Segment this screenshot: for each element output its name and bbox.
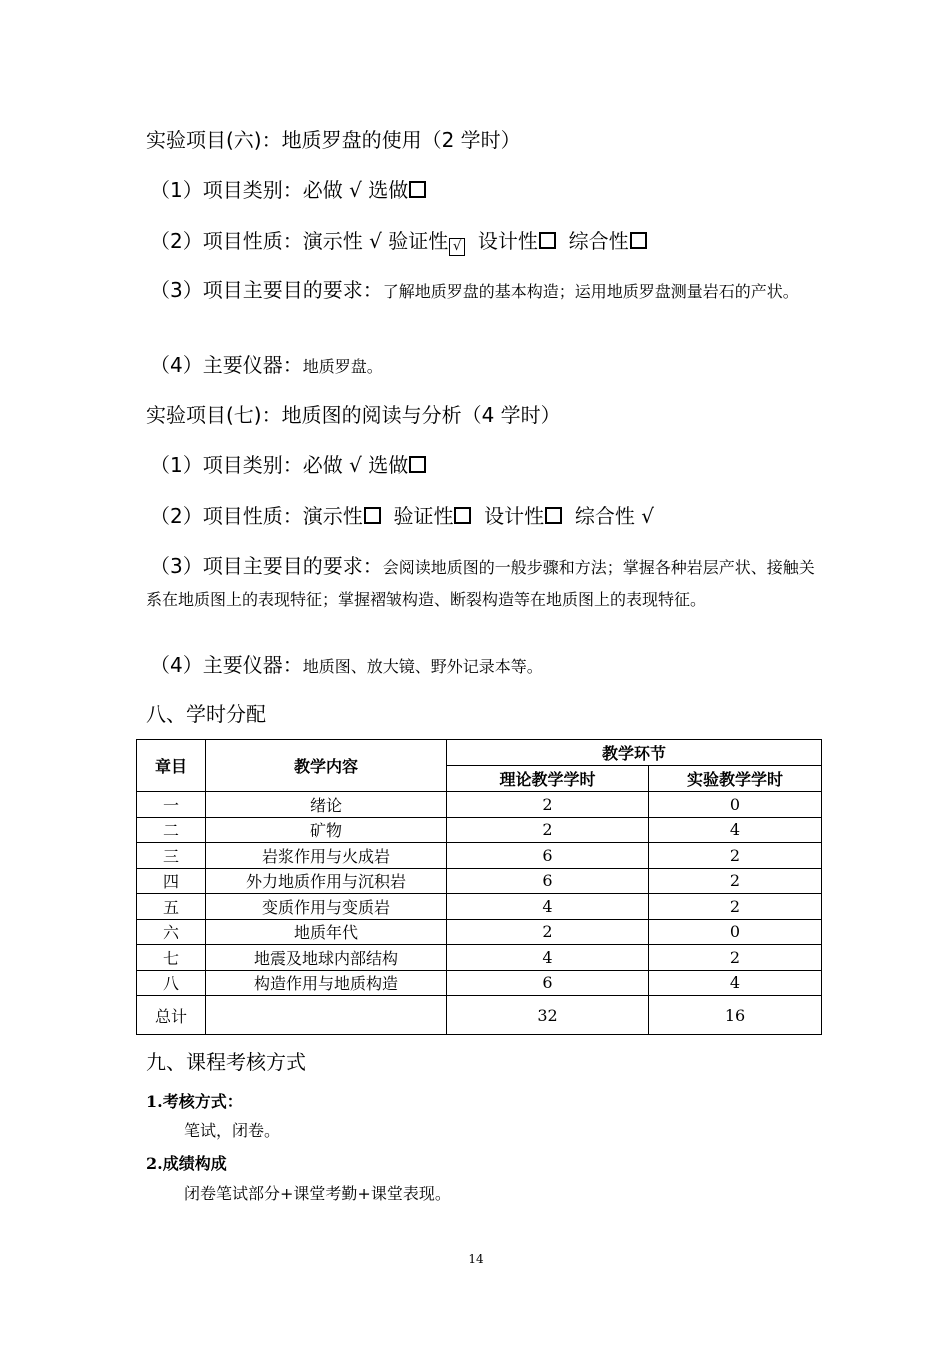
- exp6-category: [150, 177, 822, 203]
- exp6-nature-c: 综合性: [555, 229, 629, 253]
- exp6-purpose-text: 了解地质罗盘的基本构造；运用地质罗盘测量岩石的产状。: [382, 282, 799, 301]
- cell-lab: 2: [649, 945, 822, 971]
- section9-sub2: 2.成绩构成: [146, 1154, 227, 1173]
- cell-chapter: 三: [137, 843, 206, 869]
- cell-theory: 2: [447, 792, 649, 818]
- cell-content: 变质作用与变质岩: [206, 894, 447, 920]
- exp6-nature-a: 演示性 √ 验证性: [302, 229, 449, 253]
- exp7-nature-b: 验证性: [380, 504, 454, 528]
- exp6-nature-label: （2）项目性质：: [150, 229, 303, 253]
- exp6-purpose: [146, 275, 822, 307]
- cell-chapter: 五: [137, 894, 206, 920]
- exp7-nature-a: 演示性: [302, 504, 363, 528]
- cell-content: 地质年代: [206, 919, 447, 945]
- cell-content: 构造作用与地质构造: [206, 970, 447, 996]
- exp7-instrument: [150, 652, 822, 680]
- cell-lab: 4: [649, 817, 822, 843]
- table-row: [137, 894, 822, 920]
- checkbox-empty-icon: [539, 232, 556, 249]
- cell-total-theory: 32: [447, 996, 649, 1035]
- cell-chapter: 一: [137, 792, 206, 818]
- cell-chapter: 二: [137, 817, 206, 843]
- cell-theory: 6: [447, 868, 649, 894]
- exp6-category-text: 必做 √ 选做: [302, 178, 409, 202]
- exp6-instrument-text: 地质罗盘。: [302, 357, 383, 376]
- table-row: [137, 970, 822, 996]
- col-content-header: 教学内容: [206, 740, 447, 792]
- exp7-nature-d: 综合性 √: [562, 504, 654, 528]
- exp7-instrument-text: 地质图、放大镜、野外记录本等。: [302, 657, 543, 676]
- checkbox-empty-icon: [364, 507, 381, 524]
- table-row: [137, 919, 822, 945]
- exp6-purpose-label: （3）项目主要目的要求：: [150, 278, 383, 302]
- exp6-instrument: [150, 352, 822, 380]
- exp6-category-label: （1）项目类别：: [150, 178, 303, 202]
- col-theory-header: 理论教学学时: [447, 766, 649, 792]
- cell-theory: 4: [447, 894, 649, 920]
- exp7-category-text: 必做 √ 选做: [302, 453, 409, 477]
- cell-lab: 2: [649, 894, 822, 920]
- checkbox-empty-icon: [545, 507, 562, 524]
- exp7-nature-c: 设计性: [471, 504, 545, 528]
- section8-title: 八、学时分配: [146, 702, 266, 726]
- cell-chapter: 七: [137, 945, 206, 971]
- checkbox-checked-icon: √: [449, 238, 465, 256]
- cell-lab: 4: [649, 970, 822, 996]
- exp6-nature-b: 设计性: [465, 229, 538, 253]
- cell-content: 矿物: [206, 817, 447, 843]
- exp7-nature-label: （2）项目性质：: [150, 504, 303, 528]
- exp6-nature: [150, 228, 822, 256]
- cell-theory: 2: [447, 817, 649, 843]
- cell-lab: 2: [649, 868, 822, 894]
- checkbox-empty-icon: [409, 456, 426, 473]
- table-total-row: [137, 996, 822, 1035]
- col-group-header: 教学环节: [447, 740, 822, 766]
- cell-content: 绪论: [206, 792, 447, 818]
- table-row: [137, 817, 822, 843]
- cell-lab: 2: [649, 843, 822, 869]
- exp7-instrument-label: （4）主要仪器：: [150, 653, 303, 677]
- section9-title: 九、课程考核方式: [146, 1050, 306, 1074]
- exp7-purpose: [146, 551, 822, 615]
- cell-content: 外力地质作用与沉积岩: [206, 868, 447, 894]
- checkbox-empty-icon: [630, 232, 647, 249]
- cell-total-content: [206, 996, 447, 1035]
- cell-lab: 0: [649, 919, 822, 945]
- table-row: [137, 843, 822, 869]
- cell-content: 岩浆作用与火成岩: [206, 843, 447, 869]
- cell-chapter: 六: [137, 919, 206, 945]
- section9-sub1: 1.考核方式：: [146, 1092, 243, 1111]
- exp7-purpose-label: （3）项目主要目的要求：: [150, 554, 383, 578]
- table-row: [137, 792, 822, 818]
- cell-total-lab: 16: [649, 996, 822, 1035]
- cell-lab: 0: [649, 792, 822, 818]
- col-lab-header: 实验教学学时: [649, 766, 822, 792]
- cell-total-label: 总计: [137, 996, 206, 1035]
- checkbox-empty-icon: [454, 507, 471, 524]
- col-chapter-header: 章目: [137, 740, 206, 792]
- hours-table: [136, 739, 822, 1035]
- cell-theory: 4: [447, 945, 649, 971]
- exp7-purpose-text: 会阅读地质图的一般步骤和方法；掌握各种岩层产状、接触关系在地质图上的表现特征；掌握褶皱构造、断裂构造等在地质图上的表现特征。: [146, 558, 815, 609]
- exp7-category-label: （1）项目类别：: [150, 453, 303, 477]
- exp6-instrument-label: （4）主要仪器：: [150, 353, 303, 377]
- section9-sub1-text: 笔试，闭卷。: [184, 1121, 281, 1140]
- exp6-title: 实验项目(六)：地质罗盘的使用（2 学时）: [146, 128, 521, 152]
- cell-content: 地震及地球内部结构: [206, 945, 447, 971]
- cell-theory: 6: [447, 843, 649, 869]
- table-row: [137, 945, 822, 971]
- exp7-nature: [150, 503, 822, 529]
- cell-chapter: 八: [137, 970, 206, 996]
- cell-theory: 6: [447, 970, 649, 996]
- table-row: [137, 868, 822, 894]
- page-number: 14: [468, 1252, 484, 1266]
- cell-chapter: 四: [137, 868, 206, 894]
- section9-sub2-text: 闭卷笔试部分+课堂考勤+课堂表现。: [184, 1184, 451, 1203]
- exp7-title: 实验项目(七)：地质图的阅读与分析（4 学时）: [146, 403, 561, 427]
- cell-theory: 2: [447, 919, 649, 945]
- checkbox-empty-icon: [409, 181, 426, 198]
- exp7-category: [150, 452, 822, 478]
